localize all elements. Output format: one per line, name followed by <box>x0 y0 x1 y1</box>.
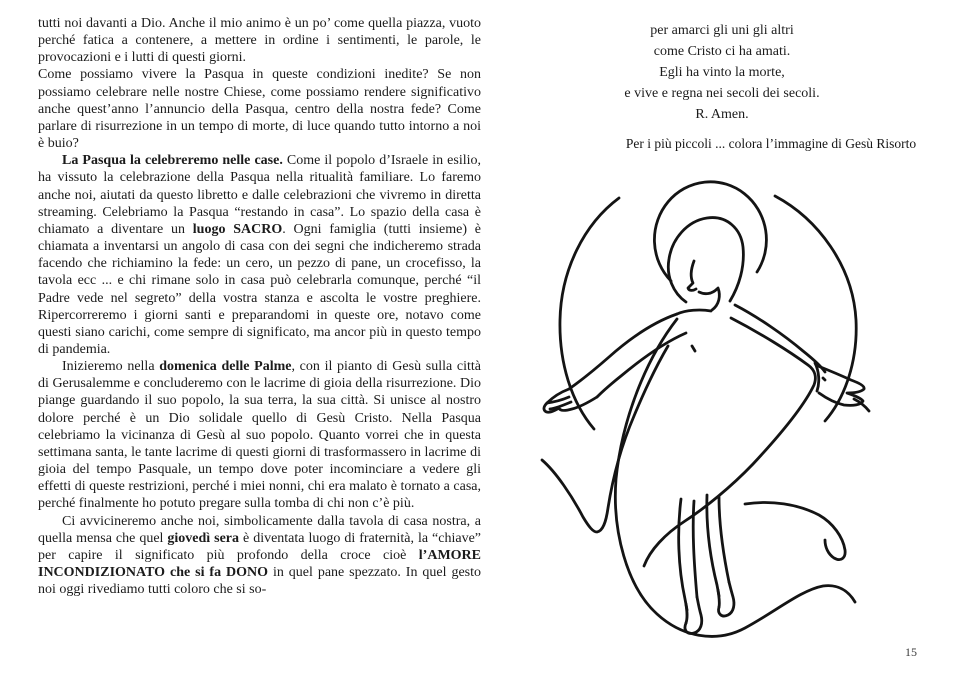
left-arm-upper-edge <box>569 314 677 389</box>
prayer-line: e vive e regna nei secoli dei secoli. <box>624 86 820 101</box>
prayer-block <box>624 20 819 125</box>
left-ankle-tick <box>686 604 687 610</box>
right-foot <box>719 582 734 616</box>
text-segment: Inizieremo nella <box>62 359 160 375</box>
coloring-illustration <box>534 158 954 658</box>
sleeve-wave-flourish <box>542 346 668 532</box>
paragraph <box>38 513 481 599</box>
robe-diagonal-sash <box>644 318 815 566</box>
circle-left-arc <box>560 198 619 429</box>
paragraph <box>38 152 481 358</box>
face-profile <box>688 261 696 290</box>
halo-arc <box>654 182 766 281</box>
paragraph <box>38 15 481 66</box>
text-segment: Come il popolo d’Israele in esilio, ha vissuto la celebrazione della Pasqua nella ritualità familiare. Lo faremo anche noi, aiutati da questo libretto e dalle celebrazioni che vivremo in diretta streaming. Celebriamo la Pasqua “restando in casa”. Lo spazio della casa è chiamato a diventare un <box>38 153 482 237</box>
paragraph <box>38 358 481 512</box>
prayer-line: Egli ha vinto la morte, <box>659 65 785 80</box>
left-text-column <box>38 15 481 598</box>
torso-mark <box>692 346 695 351</box>
right-arm-upper-edge <box>735 305 825 372</box>
prayer-line: come Cristo ci ha amati. <box>653 44 791 59</box>
mouth-line <box>699 289 717 294</box>
bold-text-segment: luogo SACRO <box>192 221 283 237</box>
text-segment: in quel pane spezzato. In quel gesto noi oggi rivediamo tutti coloro che si so- <box>38 565 481 598</box>
text-segment: . Ogni famiglia (tutti insieme) è chiamata a inventarsi un angolo di casa con dei segni che indicheremo strada facendo che richiamino la fede: un cero, un pezzo di pane, un crocefisso, la tavola ecc ... e chi rimane solo in casa può celebrarla comunque, perché “il Padre vede nel segreto” della vostra stanza e ascolta le vostre preghiere. Ripercorreremo i giorni santi e preparandomi in queste ore, notavo come questi siano carichi, come sempre di significato, ma ancor più in questo tempo di pandemia. <box>38 221 482 357</box>
text-segment: è diventata luogo di fraternità, la “chiave” per capire il significato più profondo della croce cioè <box>38 530 481 563</box>
bold-text-segment: domenica delle Palme <box>159 359 292 375</box>
text-segment: tutti noi davanti a Dio. Anche il mio animo è un po’ come quella piazza, vuoto perché fatica a contenere, a mettere in ordine i sentimenti, le parole, le provocazioni e i lutti di questi giorni. <box>38 16 481 66</box>
paragraph <box>38 66 481 152</box>
right-leg-inner-edge <box>719 497 729 582</box>
left-arm-lower-edge <box>597 333 686 397</box>
right-ankle-tick <box>718 590 719 596</box>
coloring-caption: Per i più piccoli ... colora l’immagine di Gesù Risorto <box>625 136 917 151</box>
page-number: 15 <box>905 645 917 659</box>
gesu-risorto-line-art <box>534 158 954 658</box>
neck-shoulder-line <box>677 310 711 314</box>
right-hand-mark <box>823 378 825 380</box>
right-wave-flourish <box>745 502 845 559</box>
text-segment: Come possiamo vivere la Pasqua in queste condizioni inedite? Se non possiamo celebrare nelle nostre Chiese, come possiamo rendere significativo anche quest’anno l’annuncio della Pasqua, centro della nostra fede? Come parlare di risurrezione in un tempo di morte, di luce quando tutto intorno a noi è buio? <box>38 67 481 152</box>
prayer-line: R. Amen. <box>695 107 749 122</box>
text-segment: Ci avvicineremo anche noi, simbolicamente dalla tavola di casa nostra, a quella mensa che quel <box>38 513 481 546</box>
bold-text-segment: giovedì sera <box>167 530 240 546</box>
prayer-line: per amarci gli uni gli altri <box>650 23 794 38</box>
circle-right-arc <box>775 196 856 421</box>
bold-text-segment: l’AMORE INCONDIZIONATO che si fa DONO <box>38 547 481 580</box>
text-segment: , con il pianto di Gesù sulla città di Gerusalemme e concluderemo con le lacrime di gioia della risurrezione. Dio piange guardando il suo popolo, la sua terra, la sua città. Si unisce al nostro dolore perché è un Dio solidale quello di Gesù Cristo. Nella Pasqua celebriamo la vicinanza di Gesù al suo popolo. Quanto vorrei che in questa settimana santa, le tante lacrime di questi giorni di trasformassero in lacrime di gioia del tempo Pasquale, un tempo dove poter incominciare a vedere gli effetti di queste restrizioni, perché i miei nonni, chi era malato è tornato a casa, perché finalmente ho potuto pregare sulla tomba di chi non c’è più. <box>38 359 482 512</box>
hair-outline <box>668 218 743 302</box>
bold-text-segment: La Pasqua la celebreremo nelle case. <box>62 153 283 169</box>
